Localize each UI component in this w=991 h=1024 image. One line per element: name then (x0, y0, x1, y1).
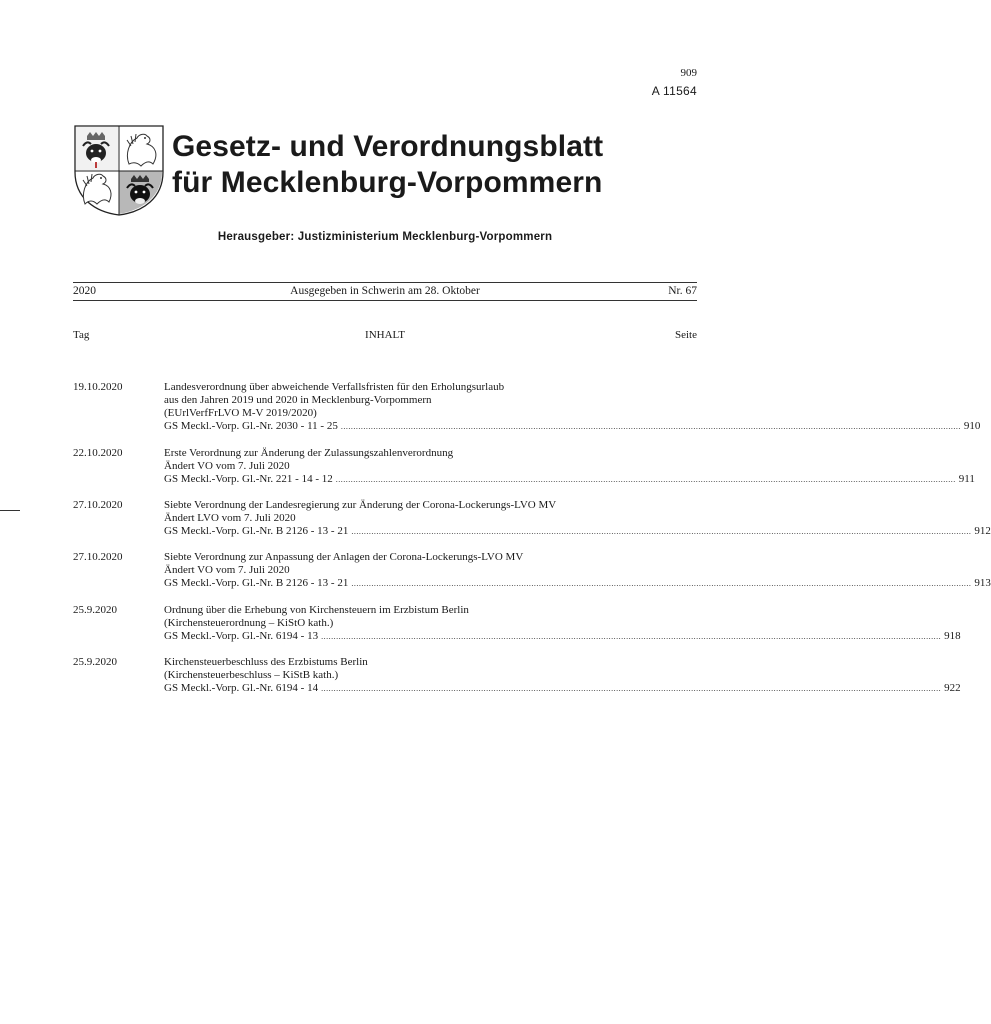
entry-page: 913 (974, 577, 991, 589)
divider-top (73, 282, 697, 283)
issn-code: A 11564 (651, 84, 697, 98)
page-number: 909 (680, 67, 697, 79)
entry-reference-line (164, 630, 961, 643)
entry-reference: GS Meckl.-Vorp. Gl.-Nr. 6194 - 14 (164, 682, 319, 694)
leader-dots: ........................................................................................................................................................................................................................................................ (321, 684, 942, 693)
issue-number: Nr. 67 (668, 285, 697, 297)
entry-reference: GS Meckl.-Vorp. Gl.-Nr. B 2126 - 13 - 21 (164, 577, 349, 589)
entry-text (164, 604, 961, 643)
divider-bottom (73, 300, 697, 301)
entry-date: 27.10.2020 (73, 499, 123, 511)
entry-reference: GS Meckl.-Vorp. Gl.-Nr. 221 - 14 - 12 (164, 473, 333, 485)
entry-reference-line (164, 420, 981, 433)
entry-text (164, 551, 991, 590)
issue-year: 2020 (73, 285, 96, 297)
entry-page: 910 (963, 420, 981, 432)
entry-title-line: Ordnung über die Erhebung von Kirchensteuern im Erzbistum Berlin (164, 604, 469, 616)
entry-title-line: Landesverordnung über abweichende Verfallsfristen für den Erholungsurlaub (164, 381, 505, 393)
entry-date: 25.9.2020 (73, 604, 117, 616)
entry-reference-line (164, 525, 991, 538)
title-line-2: für Mecklenburg-Vorpommern (172, 166, 603, 199)
leader-dots: ........................................................................................................................................................................................................................................................ (351, 579, 972, 588)
column-header-day: Tag (73, 329, 90, 341)
entry-text (164, 381, 981, 433)
entry-title-line: Ändert LVO vom 7. Juli 2020 (164, 512, 296, 524)
issue-date: Ausgegeben in Schwerin am 28. Oktober (290, 285, 480, 297)
entry-reference: GS Meckl.-Vorp. Gl.-Nr. B 2126 - 13 - 21 (164, 525, 349, 537)
leader-dots: ........................................................................................................................................................................................................................................................ (321, 632, 942, 641)
entry-title-line: Kirchensteuerbeschluss des Erzbistums Berlin (164, 656, 368, 668)
entry-date: 19.10.2020 (73, 381, 123, 393)
entry-reference-line (164, 473, 975, 486)
entry-title-line: aus den Jahren 2019 und 2020 in Mecklenburg-Vorpommern (164, 394, 432, 406)
entry-reference: GS Meckl.-Vorp. Gl.-Nr. 2030 - 11 - 25 (164, 420, 338, 432)
entry-text (164, 499, 991, 538)
entry-date: 25.9.2020 (73, 656, 117, 668)
entry-reference-line (164, 682, 961, 695)
margin-mark (0, 510, 20, 511)
entry-title-line: Ändert VO vom 7. Juli 2020 (164, 460, 290, 472)
leader-dots: ........................................................................................................................................................................................................................................................ (351, 527, 972, 536)
entry-date: 27.10.2020 (73, 551, 123, 563)
entry-title-line: Siebte Verordnung zur Anpassung der Anlagen der Corona-Lockerungs-LVO MV (164, 551, 524, 563)
entry-title-line: (Kirchensteuerordnung – KiStO kath.) (164, 617, 334, 629)
entry-reference: GS Meckl.-Vorp. Gl.-Nr. 6194 - 13 (164, 630, 319, 642)
entry-title-line: Siebte Verordnung der Landesregierung zur Änderung der Corona-Lockerungs-LVO MV (164, 499, 557, 511)
leader-dots: ........................................................................................................................................................................................................................................................ (335, 475, 956, 484)
column-header-page: Seite (675, 329, 697, 341)
entry-text (164, 447, 975, 486)
entry-title-line: (Kirchensteuerbeschluss – KiStB kath.) (164, 669, 339, 681)
entry-page: 922 (944, 682, 961, 694)
entry-page: 918 (944, 630, 961, 642)
leader-dots: ........................................................................................................................................................................................................................................................ (340, 422, 961, 431)
title-line-1: Gesetz- und Verordnungsblatt (172, 130, 604, 163)
entry-title-line: Ändert VO vom 7. Juli 2020 (164, 564, 290, 576)
entry-date: 22.10.2020 (73, 447, 123, 459)
entry-title-line: Erste Verordnung zur Änderung der Zulassungszahlenverordnung (164, 447, 454, 459)
entry-title-line: (EUrlVerfFrLVO M-V 2019/2020) (164, 407, 317, 419)
column-header-contents: INHALT (365, 329, 405, 341)
coat-of-arms-icon (73, 124, 165, 216)
entry-page: 911 (958, 473, 975, 485)
entry-page: 912 (974, 525, 991, 537)
entry-text (164, 656, 961, 695)
publisher: Herausgeber: Justizministerium Mecklenburg-Vorpommern (217, 231, 553, 243)
entry-reference-line (164, 577, 991, 590)
gazette-title (172, 129, 603, 201)
